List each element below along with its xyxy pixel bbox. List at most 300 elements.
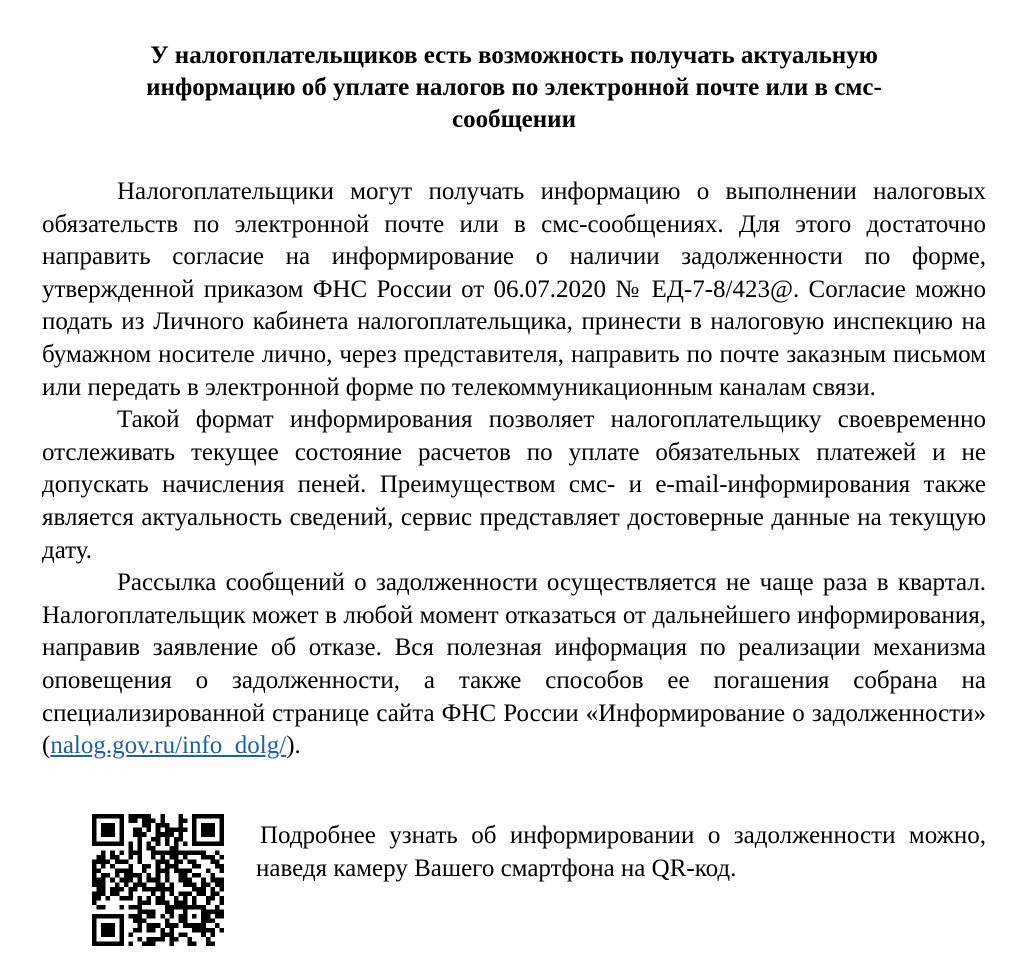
qr-module [165,932,170,937]
qr-module [206,814,211,819]
qr-module [192,832,197,837]
qr-module [147,814,152,819]
qr-module [106,896,111,901]
paragraph-benefits: Такой формат информирования позволяет налогоплательщику своевременно отслеживать текущее состояние расчетов по уплате обязательных платежей и не допускать начисления пеней. Преимуществом смс- и e-mail-информирования также является актуальность сведений, сервис представляет достоверные данные на текущую дату. [42,406,986,564]
qr-module [147,910,152,915]
qr-module [160,869,165,874]
qr-module [165,910,170,915]
qr-module [169,855,174,860]
qr-module [142,941,147,946]
qr-module [101,905,106,910]
qr-module [147,864,152,869]
qr-module [165,887,170,892]
qr-module [106,860,111,865]
qr-module [156,828,161,833]
qr-module [192,864,197,869]
qr-module [156,864,161,869]
qr-module [169,910,174,915]
qr-module [151,891,156,896]
qr-module [192,928,197,933]
qr-module [215,914,220,919]
qr-module [138,896,143,901]
qr-module [147,900,152,905]
qr-module [210,855,215,860]
qr-module [192,873,197,878]
qr-module [128,869,133,874]
qr-module [183,896,188,901]
qr-module [201,814,206,819]
qr-module [138,841,143,846]
qr-module [201,923,206,928]
qr-module [147,873,152,878]
qr-module [133,919,138,924]
qr-module [115,841,120,846]
qr-module [183,882,188,887]
qr-module [160,814,165,819]
qr-module [188,905,193,910]
qr-module [101,823,106,828]
qr-module [142,864,147,869]
qr-module [119,850,124,855]
qr-module [197,841,202,846]
qr-module [183,932,188,937]
qr-module [101,864,106,869]
qr-module [192,860,197,865]
qr-module [115,873,120,878]
qr-module [142,910,147,915]
qr-module [147,887,152,892]
qr-module [156,900,161,905]
qr-module [210,878,215,883]
info-dolg-link[interactable]: nalog.gov.ru/info_dolg/ [50,732,287,760]
qr-module [92,882,97,887]
qr-module [119,923,124,928]
qr-module [165,823,170,828]
qr-module [92,837,97,842]
qr-module [138,832,143,837]
qr-module [174,869,179,874]
qr-module [101,855,106,860]
qr-module [147,878,152,883]
qr-module [178,814,183,819]
qr-module [206,855,211,860]
qr-module [156,882,161,887]
qr-module [169,937,174,942]
qr-module [174,846,179,851]
qr-module [138,928,143,933]
qr-module [115,914,120,919]
qr-module [174,905,179,910]
qr-module [215,864,220,869]
qr-module [178,828,183,833]
qr-module [110,864,115,869]
qr-module [124,896,129,901]
qr-module [206,910,211,915]
qr-module [169,850,174,855]
qr-module [201,914,206,919]
qr-module [128,841,133,846]
qr-module [156,841,161,846]
qr-module [174,896,179,901]
qr-module [206,914,211,919]
qr-module [92,841,97,846]
qr-module [138,873,143,878]
qr-module [133,828,138,833]
qr-module [219,928,224,933]
qr-module [97,887,102,892]
qr-module [92,932,97,937]
qr-module [151,837,156,842]
qr-module [210,910,215,915]
qr-module [156,869,161,874]
qr-module [160,887,165,892]
qr-module [215,850,220,855]
qr-module [192,814,197,819]
qr-module [174,900,179,905]
qr-module [124,869,129,874]
qr-module [151,910,156,915]
qr-module [106,841,111,846]
paragraph-frequency-text: Рассылка сообщений о задолженности осуществляется не чаще раза в квартал. Налогоплательщик может в любой момент отказаться от дальнейшего информирования, направив заявление об отказе. Вся полезная информация по реализации механизма оповещения о задолженности, а также способов ее погашения собрана на специализированной странице сайта ФНС России «Информирование о задолженности» ( [42,569,986,760]
qr-module [151,878,156,883]
qr-module [106,873,111,878]
qr-module [151,923,156,928]
qr-module [174,855,179,860]
qr-module [115,814,120,819]
qr-module [165,923,170,928]
qr-module [169,905,174,910]
qr-module [92,900,97,905]
qr-module [183,873,188,878]
qr-module [165,850,170,855]
qr-module [151,846,156,851]
qr-module [169,914,174,919]
qr-module [138,850,143,855]
qr-module [219,869,224,874]
qr-module [174,828,179,833]
qr-module [165,878,170,883]
qr-module [201,841,206,846]
qr-module [183,923,188,928]
qr-module [119,823,124,828]
qr-module [97,882,102,887]
qr-module [138,814,143,819]
qr-module [183,914,188,919]
qr-module [97,841,102,846]
qr-module [119,814,124,819]
qr-module [124,873,129,878]
qr-module [128,941,133,946]
qr-module [142,819,147,824]
qr-module [165,832,170,837]
qr-module [178,823,183,828]
qr-module [97,869,102,874]
qr-module [219,841,224,846]
qr-module [183,919,188,924]
qr-module [106,923,111,928]
qr-module [206,882,211,887]
qr-module [119,832,124,837]
qr-module [119,841,124,846]
qr-module [210,887,215,892]
qr-module [197,923,202,928]
qr-module [197,905,202,910]
qr-module [92,864,97,869]
qr-module [92,832,97,837]
qr-module [110,932,115,937]
qr-module [151,937,156,942]
qr-module [210,932,215,937]
qr-module [138,860,143,865]
qr-module [156,878,161,883]
qr-module [119,932,124,937]
qr-module [165,919,170,924]
qr-module [201,823,206,828]
qr-module [101,891,106,896]
qr-module [115,941,120,946]
qr-module [174,860,179,865]
qr-module [119,937,124,942]
qr-module [92,891,97,896]
qr-module [156,923,161,928]
qr-module [110,841,115,846]
qr-module [110,891,115,896]
qr-module [201,832,206,837]
qr-module [110,823,115,828]
qr-module [110,855,115,860]
qr-module [101,850,106,855]
qr-module [97,878,102,883]
qr-module [119,896,124,901]
qr-module [133,850,138,855]
qr-module [160,928,165,933]
qr-module [138,882,143,887]
qr-module [219,878,224,883]
qr-module [197,928,202,933]
qr-module [210,832,215,837]
qr-module [219,823,224,828]
qr-module [128,814,133,819]
qr-module [183,819,188,824]
qr-module [101,923,106,928]
qr-module [101,814,106,819]
qr-module [92,823,97,828]
qr-module [178,900,183,905]
qr-module [201,932,206,937]
qr-module [178,869,183,874]
qr-module [124,882,129,887]
qr-module [210,823,215,828]
qr-module [101,887,106,892]
qr-module [156,860,161,865]
qr-module [197,891,202,896]
qr-module [183,869,188,874]
qr-code-icon [92,814,224,946]
qr-module [192,887,197,892]
qr-module [215,841,220,846]
qr-module [147,823,152,828]
qr-module [178,891,183,896]
qr-module [92,878,97,883]
qr-module [160,900,165,905]
qr-module [178,914,183,919]
qr-module [160,937,165,942]
qr-module [215,860,220,865]
qr-module [210,873,215,878]
qr-module [92,814,97,819]
qr-module [115,887,120,892]
qr-module [210,928,215,933]
qr-module [119,941,124,946]
qr-module [92,896,97,901]
qr-module [188,878,193,883]
qr-module [206,832,211,837]
qr-module [151,887,156,892]
qr-module [192,914,197,919]
qr-module [219,896,224,901]
qr-module [183,841,188,846]
qr-module [128,887,133,892]
paragraph-consent: Налогоплательщики могут получать информацию о выполнении налоговых обязательств по электронной почте или в смс-сообщениях. Для этого достаточно направить согласие на информирование о наличии задолженности по форме, утвержденной приказом ФНС России от 06.07.2020 № ЕД-7-8/423@. Согласие можно подать из Личного кабинета налогоплательщика, принести в налоговую инспекцию на бумажном носителе лично, через представителя, направить по почте заказным письмом или передать в электронной форме по телекоммуникационным каналам связи. [42,178,986,401]
qr-module [106,814,111,819]
qr-module [92,941,97,946]
qr-module [165,860,170,865]
qr-module [119,887,124,892]
qr-module [160,882,165,887]
qr-module [160,914,165,919]
qr-module [151,850,156,855]
qr-module [201,910,206,915]
qr-module [210,891,215,896]
qr-module [165,869,170,874]
qr-module [178,919,183,924]
qr-module [147,941,152,946]
qr-module [197,864,202,869]
qr-module [110,923,115,928]
qr-module [115,860,120,865]
qr-module [110,814,115,819]
qr-module [138,846,143,851]
qr-module [169,887,174,892]
qr-module [219,828,224,833]
qr-code-graphic [92,814,224,946]
qr-module [138,937,143,942]
qr-module [192,896,197,901]
qr-module [192,837,197,842]
qr-module [101,932,106,937]
qr-module [101,832,106,837]
qr-module [219,914,224,919]
qr-module [92,873,97,878]
qr-module [192,850,197,855]
qr-module [147,928,152,933]
qr-module [106,823,111,828]
qr-module [133,914,138,919]
qr-module [160,819,165,824]
qr-module [110,941,115,946]
qr-module [219,887,224,892]
qr-module [206,828,211,833]
qr-module [201,828,206,833]
qr-module [101,882,106,887]
qr-module [92,860,97,865]
qr-module [219,910,224,915]
qr-module [192,828,197,833]
qr-module [169,882,174,887]
qr-module [160,850,165,855]
qr-module [183,850,188,855]
qr-module [142,814,147,819]
qr-module [169,846,174,851]
qr-module [101,928,106,933]
qr-module [215,923,220,928]
qr-module [160,832,165,837]
qr-module [201,928,206,933]
qr-module [119,878,124,883]
qr-module [147,819,152,824]
qr-module [201,850,206,855]
qr-module [110,878,115,883]
qr-module [215,910,220,915]
qr-module [183,891,188,896]
qr-module [101,914,106,919]
qr-module [210,860,215,865]
qr-module [197,873,202,878]
qr-module [106,928,111,933]
qr-module [215,814,220,819]
qr-module [206,941,211,946]
qr-module [219,837,224,842]
qr-module [97,941,102,946]
qr-module [138,923,143,928]
qr-module [110,928,115,933]
qr-module [119,905,124,910]
qr-module [169,941,174,946]
qr-module [115,882,120,887]
qr-module [178,850,183,855]
qr-module [188,860,193,865]
qr-module [156,896,161,901]
qr-module [160,823,165,828]
qr-module [106,828,111,833]
qr-module [197,850,202,855]
qr-module [219,832,224,837]
qr-module [165,873,170,878]
qr-module [219,819,224,824]
qr-module [174,937,179,942]
qr-module [156,823,161,828]
qr-module [206,869,211,874]
qr-module [147,914,152,919]
qr-module [192,823,197,828]
qr-module [92,937,97,942]
qr-module [197,887,202,892]
qr-module [178,873,183,878]
qr-module [97,891,102,896]
qr-module [147,923,152,928]
qr-module [138,837,143,842]
qr-module [188,923,193,928]
qr-module [210,814,215,819]
qr-module [97,855,102,860]
paragraph-frequency [42,567,986,763]
qr-module [147,937,152,942]
qr-module [206,919,211,924]
qr-module [183,905,188,910]
qr-module [206,823,211,828]
qr-module [142,869,147,874]
qr-module [138,900,143,905]
